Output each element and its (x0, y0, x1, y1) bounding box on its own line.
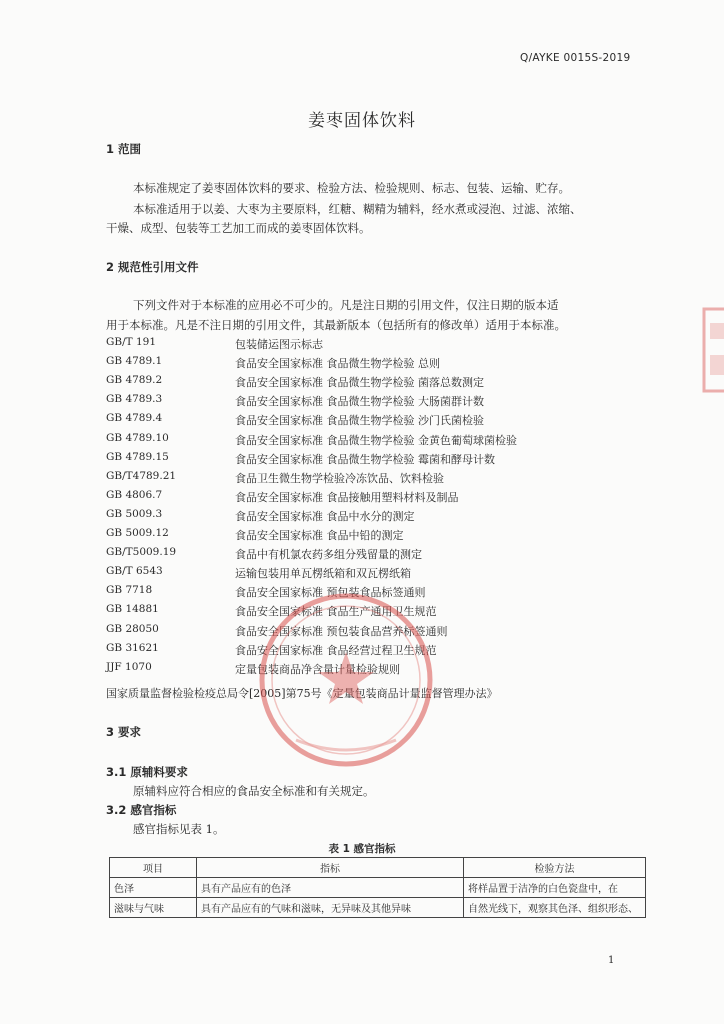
reference-title: 食品卫生微生物学检验冷冻饮品、饮料检验 (235, 472, 444, 485)
reference-code: GB 31621 (106, 642, 159, 654)
reference-title: 食品安全国家标准 食品微生物学检验 沙门氏菌检验 (235, 414, 484, 427)
reference-title: 食品安全国家标准 食品接触用塑料材料及制品 (235, 491, 459, 504)
reference-code: GB/T4789.21 (106, 470, 177, 482)
section-2-heading: 2 规范性引用文件 (106, 260, 199, 274)
reference-code: GB 5009.3 (106, 508, 163, 520)
reference-code: GB 4789.4 (106, 412, 163, 424)
table-row (110, 898, 646, 918)
table-header-method: 检验方法 (464, 858, 646, 878)
reference-title: 定量包装商品净含量计量检验规则 (235, 663, 400, 676)
reference-code: GB 4789.2 (106, 374, 163, 386)
reference-code: GB/T5009.19 (106, 546, 177, 558)
section-3-1-text: 原辅料应符合相应的食品安全标准和有关规定。 (133, 784, 375, 798)
reference-title: 包装储运图示标志 (235, 338, 323, 351)
table-row (110, 878, 646, 898)
document-title: 姜枣固体饮料 (308, 111, 416, 131)
reference-title: 食品安全国家标准 食品经营过程卫生规范 (235, 644, 437, 657)
section-1-para-1: 本标准规定了姜枣固体饮料的要求、检验方法、检验规则、标志、包装、运输、贮存。 (133, 181, 570, 195)
reference-code: GB 5009.12 (106, 527, 169, 539)
reference-title: 食品安全国家标准 食品微生物学检验 总则 (235, 357, 440, 370)
reference-title: 食品中有机氯农药多组分残留量的测定 (235, 548, 422, 561)
page-number: 1 (608, 955, 615, 966)
reference-title: 食品安全国家标准 食品中铅的测定 (235, 529, 404, 542)
table-1-caption: 表 1 感官指标 (328, 843, 396, 855)
reference-code: GB 14881 (106, 603, 159, 615)
reference-title: 运输包装用单瓦楞纸箱和双瓦楞纸箱 (235, 567, 411, 580)
section-3-heading: 3 要求 (106, 725, 142, 739)
section-3-2-text: 感官指标见表 1。 (133, 822, 225, 836)
table-cell-method: 将样品置于洁净的白色瓷盘中，在 (464, 878, 646, 898)
section-1-para-2-line-2: 干燥、成型、包装等工艺加工而成的姜枣固体饮料。 (106, 221, 371, 235)
section-1-para-2-line-1: 本标准适用于以姜、大枣为主要原料，红糖、糊精为辅料，经水煮或浸泡、过滤、浓缩、 (133, 202, 582, 216)
table-header-item: 项目 (110, 858, 197, 878)
table-cell-item: 色泽 (110, 878, 197, 898)
reference-code: GB 4806.7 (106, 489, 163, 501)
section-2-para-line-2: 用于本标准。凡是不注日期的引用文件，其最新版本（包括所有的修改单）适用于本标准。 (106, 318, 566, 332)
table-cell-spec: 具有产品应有的气味和滋味，无异味及其他异味 (197, 898, 464, 918)
reference-code: GB 4789.15 (106, 451, 169, 463)
section-3-1-heading: 3.1 原辅料要求 (106, 765, 188, 779)
reference-title: 食品安全国家标准 食品生产通用卫生规范 (235, 605, 437, 618)
edge-seal-stamp (698, 305, 724, 395)
reference-title: 食品安全国家标准 食品微生物学检验 大肠菌群计数 (235, 395, 484, 408)
section-2-para-line-1: 下列文件对于本标准的应用必不可少的。凡是注日期的引用文件，仅注日期的版本适 (133, 298, 559, 312)
reference-code: JJF 1070 (106, 661, 152, 673)
reference-code: GB/T 6543 (106, 565, 163, 577)
section-3-2-heading: 3.2 感官指标 (106, 803, 177, 817)
table-header-row (110, 858, 646, 878)
table-cell-spec: 具有产品应有的色泽 (197, 878, 464, 898)
reference-title: 食品安全国家标准 食品微生物学检验 金黄色葡萄球菌检验 (235, 434, 517, 447)
reference-title: 食品安全国家标准 预包装食品营养标签通则 (235, 625, 448, 638)
reference-title: 食品安全国家标准 预包装食品标签通则 (235, 586, 426, 599)
reference-decree: 国家质量监督检验检疫总局令[2005]第75号《定量包装商品计量监督管理办法》 (106, 687, 498, 700)
reference-title: 食品安全国家标准 食品中水分的测定 (235, 510, 415, 523)
reference-code: GB 4789.1 (106, 355, 163, 367)
reference-title: 食品安全国家标准 食品微生物学检验 霉菌和酵母计数 (235, 453, 495, 466)
reference-code: GB 4789.10 (106, 432, 169, 444)
reference-code: GB 28050 (106, 623, 159, 635)
table-cell-item: 滋味与气味 (110, 898, 197, 918)
table-cell-method: 自然光线下，观察其色泽、组织形态、 (464, 898, 646, 918)
reference-code: GB 7718 (106, 584, 153, 596)
company-seal-stamp (256, 590, 436, 770)
table-header-spec: 指标 (197, 858, 464, 878)
sensory-indicators-table (109, 857, 646, 918)
standard-number: Q/AYKE 0015S-2019 (520, 52, 631, 64)
section-1-heading: 1 范围 (106, 142, 142, 156)
reference-code: GB/T 191 (106, 336, 157, 348)
reference-code: GB 4789.3 (106, 393, 163, 405)
reference-title: 食品安全国家标准 食品微生物学检验 菌落总数测定 (235, 376, 484, 389)
